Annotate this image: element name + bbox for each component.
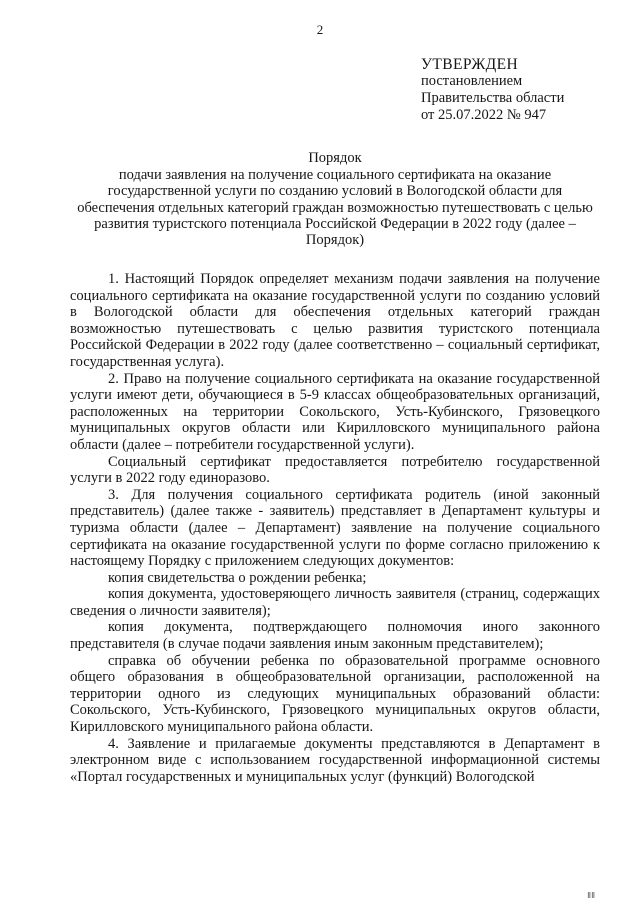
document-body (70, 271, 600, 785)
paragraph-3: 3. Для получения социального сертификата родитель (иной законный представитель) (далее также - заявитель) представляет в Департамент культуры и туризма области (далее – Департамент) заявление на получение социального сертификата на оказание государственной услуги по форме согласно приложению к настоящему Порядку с приложением следующих документов: (70, 486, 600, 570)
paragraph-2: 2. Право на получение социального сертификата на оказание государственной услуги имеют дети, обучающиеся в 5-9 классах общеобразовательных организаций, расположенных на территории Сокольского, Усть-Кубинского, Грязовецкого муниципальных округов области или Кирилловского муниципального района области (далее – потребители государственной услуги). (70, 370, 600, 453)
approval-heading: УТВЕРЖДЕН (421, 56, 519, 73)
document-subtitle: подачи заявления на получение социального сертификата на оказание государственной услуги по созданию условий в Вологодской области для обеспечения отдельных категорий граждан возможностью путешествовать с целью развития туристского потенциала Российской Федерации в 2022 году (далее – Порядок) (77, 167, 593, 249)
paragraph-4: 4. Заявление и прилагаемые документы представляются в Департамент в электронном виде с использованием государственной информационной системы «Портал государственных и муниципальных услуг (функций) Вологодской (70, 735, 600, 785)
paragraph-2-note: Социальный сертификат предоставляется потребителю государственной услуги в 2022 году единоразово. (70, 453, 600, 487)
footer-mark: ⅡⅡ (587, 891, 595, 900)
document-list-item-3: копия документа, подтверждающего полномочия иного законного представителя (в случае подачи заявления иным законным представителем); (70, 619, 600, 653)
approval-line-1: постановлением (421, 73, 523, 89)
document-list-item-4: справка об обучении ребенка по образовательной программе основного общего образования в общеобразовательной организации, расположенной на территории одного из следующих муниципальных образований области: Сокольского, Усть-Кубинского, Грязовецкого муниципальных округов области, Кирилловского муниципального района области. (70, 652, 600, 736)
approval-stamp-block (421, 56, 621, 124)
document-list-item-1: копия свидетельства о рождении ребенка; (108, 569, 367, 586)
paragraph-1: 1. Настоящий Порядок определяет механизм подачи заявления на получение социального сертификата на оказание государственной услуги по созданию условий в Вологодской области для обеспечения отдельных категорий граждан возможностью путешествовать с целью развития туристского потенциала Российской Федерации в 2022 году (далее соответственно – социальный сертификат, государственная услуга). (70, 271, 600, 370)
document-title-block (70, 150, 600, 248)
approval-line-3: от 25.07.2022 № 947 (421, 107, 547, 123)
approval-line-2: Правительства области (421, 90, 565, 106)
document-title: Порядок (308, 150, 362, 166)
document-list-item-2: копия документа, удостоверяющего личность заявителя (страниц, содержащих сведения о личности заявителя); (70, 586, 600, 619)
page-number: 2 (316, 22, 324, 37)
